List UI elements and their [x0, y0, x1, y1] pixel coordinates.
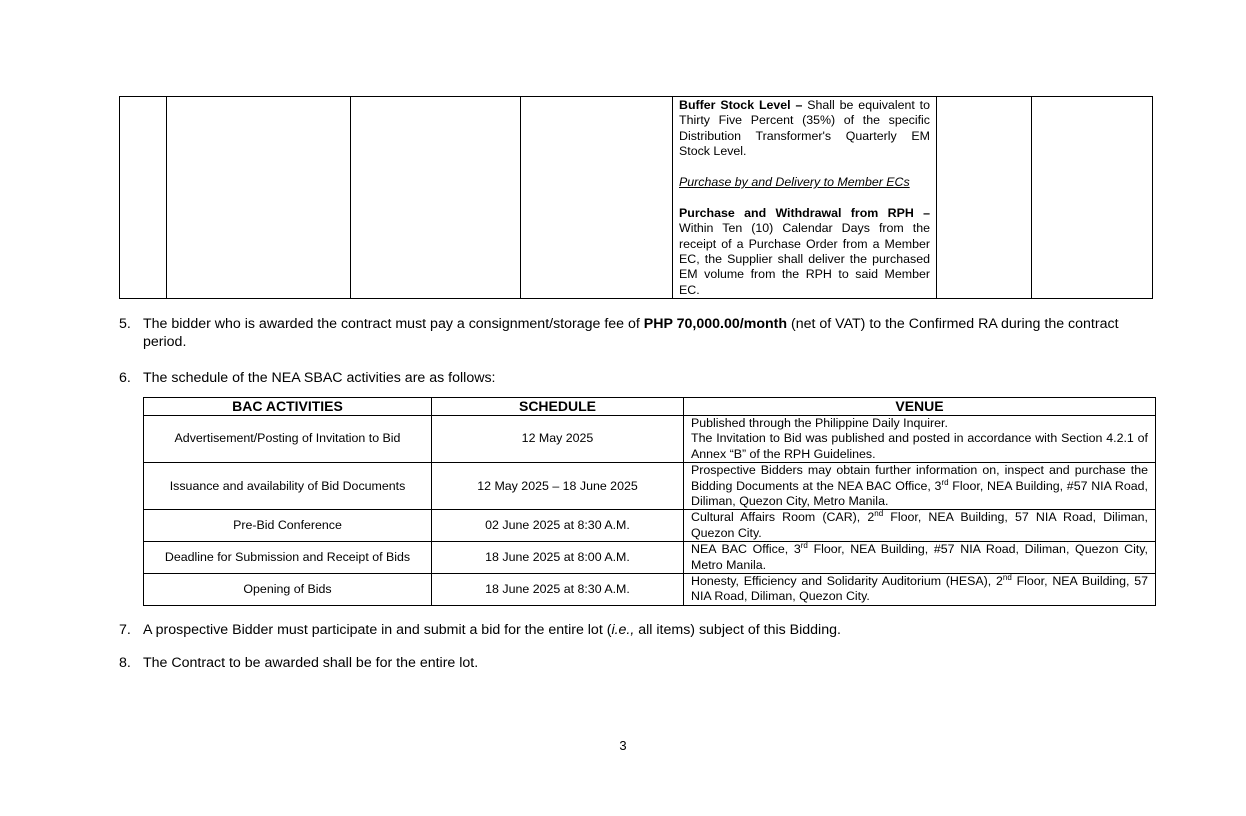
- header-venue: VENUE: [684, 398, 1156, 416]
- withdrawal-paragraph: [679, 206, 930, 298]
- schedule-header-row: [144, 398, 1156, 416]
- item-8: [119, 654, 1159, 672]
- item-text: [143, 621, 1159, 639]
- table-cell: [1032, 97, 1153, 299]
- activity-cell: Pre-Bid Conference: [144, 510, 432, 542]
- ordinal-suffix: nd: [1002, 572, 1012, 582]
- delivery-terms-cell: [673, 97, 937, 299]
- table-cell: [351, 97, 521, 299]
- table-cell: [937, 97, 1032, 299]
- venue-line: The Invitation to Bid was published and posted in accordance with Section 4.2.1 of Annex “B” of the RPH Guidelines.: [691, 431, 1148, 461]
- venue-text: Cultural Affairs Room (CAR), 2: [691, 510, 875, 525]
- schedule-cell: 12 May 2025: [432, 416, 684, 463]
- item-number: 6.: [119, 370, 131, 386]
- purchase-delivery-heading: [679, 175, 930, 190]
- item-text: The schedule of the NEA SBAC activities are as follows:: [143, 370, 496, 386]
- activity-cell: Issuance and availability of Bid Documents: [144, 463, 432, 510]
- venue-cell: [684, 416, 1156, 463]
- buffer-stock-text: Shall be equivalent to Thirty Five Percent (35%) of the specific Distribution Transformer's Quarterly EM Stock Level.: [679, 98, 930, 159]
- item-7: [119, 621, 1159, 639]
- venue-text: Floor, NEA Building, #57 NIA Road, Diliman, Quezon City, Metro Manila.: [691, 542, 1148, 572]
- schedule-table: [143, 397, 1156, 606]
- venue-cell: [684, 574, 1156, 606]
- item-5: [119, 315, 1159, 351]
- item-5-text-start: The bidder who is awarded the contract must pay a consignment/storage fee of: [143, 316, 644, 332]
- item-text: The Contract to be awarded shall be for the entire lot.: [143, 655, 479, 671]
- item-number: 8.: [119, 655, 131, 671]
- venue-line: Published through the Philippine Daily Inquirer.: [691, 416, 948, 430]
- activity-cell: Advertisement/Posting of Invitation to Bid: [144, 416, 432, 463]
- header-schedule: SCHEDULE: [432, 398, 684, 416]
- table-row: [144, 510, 1156, 542]
- item-5-text-end: (net of VAT) to the Confirmed RA during the contract period.: [143, 316, 1119, 350]
- venue-text: Floor, NEA Building, 57 NIA Road, Diliman, Quezon City.: [691, 510, 1148, 540]
- schedule-cell: 02 June 2025 at 8:30 A.M.: [432, 510, 684, 542]
- table-row: [144, 542, 1156, 574]
- activity-cell: Deadline for Submission and Receipt of Bids: [144, 542, 432, 574]
- venue-text: NEA BAC Office, 3: [691, 542, 801, 557]
- table-row: [144, 574, 1156, 606]
- venue-cell: [684, 542, 1156, 574]
- venue-cell: [684, 510, 1156, 542]
- item-text: [143, 315, 1159, 351]
- venue-text: Floor, NEA Building, #57 NIA Road, Diliman, Quezon City, Metro Manila.: [691, 478, 1148, 509]
- item-7-text-end: all items) subject of this Bidding.: [634, 622, 841, 638]
- venue-text: Prospective Bidders may obtain further information on, inspect and purchase the Bidding Documents at the NEA BAC Office, 3: [691, 463, 1148, 493]
- header-bac-activities: BAC ACTIVITIES: [144, 398, 432, 416]
- page-number: 3: [619, 738, 627, 753]
- item-7-italic: i.e.,: [611, 622, 635, 638]
- schedule-cell: 18 June 2025 at 8:00 A.M.: [432, 542, 684, 574]
- table-cell: [120, 97, 167, 299]
- item-6: [119, 369, 1159, 387]
- table-cell: [167, 97, 351, 299]
- purchase-delivery-heading-text: Purchase by and Delivery to Member ECs: [679, 175, 910, 190]
- schedule-cell: 12 May 2025 – 18 June 2025: [432, 463, 684, 510]
- schedule-cell: 18 June 2025 at 8:30 A.M.: [432, 574, 684, 606]
- buffer-stock-paragraph: [679, 98, 930, 160]
- table-row: [120, 97, 1153, 299]
- buffer-stock-title: Buffer Stock Level –: [679, 98, 803, 112]
- withdrawal-title: Purchase and Withdrawal from RPH –: [679, 205, 930, 220]
- item-number: 5.: [119, 316, 131, 332]
- table-cell: [521, 97, 673, 299]
- continuation-table: [119, 96, 1153, 299]
- item-number: 7.: [119, 622, 131, 638]
- venue-text: Honesty, Efficiency and Solidarity Auditorium (HESA), 2: [691, 574, 1003, 589]
- table-row: [144, 463, 1156, 510]
- ordinal-suffix: rd: [800, 541, 808, 551]
- venue-cell: [684, 463, 1156, 510]
- ordinal-suffix: rd: [941, 477, 949, 487]
- ordinal-suffix: nd: [874, 509, 884, 519]
- table-row: [144, 416, 1156, 463]
- storage-fee: PHP 70,000.00/month: [643, 316, 788, 332]
- withdrawal-text: Within Ten (10) Calendar Days from the receipt of a Purchase Order from a Member EC, the Supplier shall deliver the purchased EM volume from the RPH to said Member EC.: [679, 221, 930, 297]
- item-7-text-start: A prospective Bidder must participate in and submit a bid for the entire lot (: [143, 622, 612, 638]
- venue-text: Floor, NEA Building, 57 NIA Road, Diliman, Quezon City.: [691, 574, 1148, 604]
- activity-cell: Opening of Bids: [144, 574, 432, 606]
